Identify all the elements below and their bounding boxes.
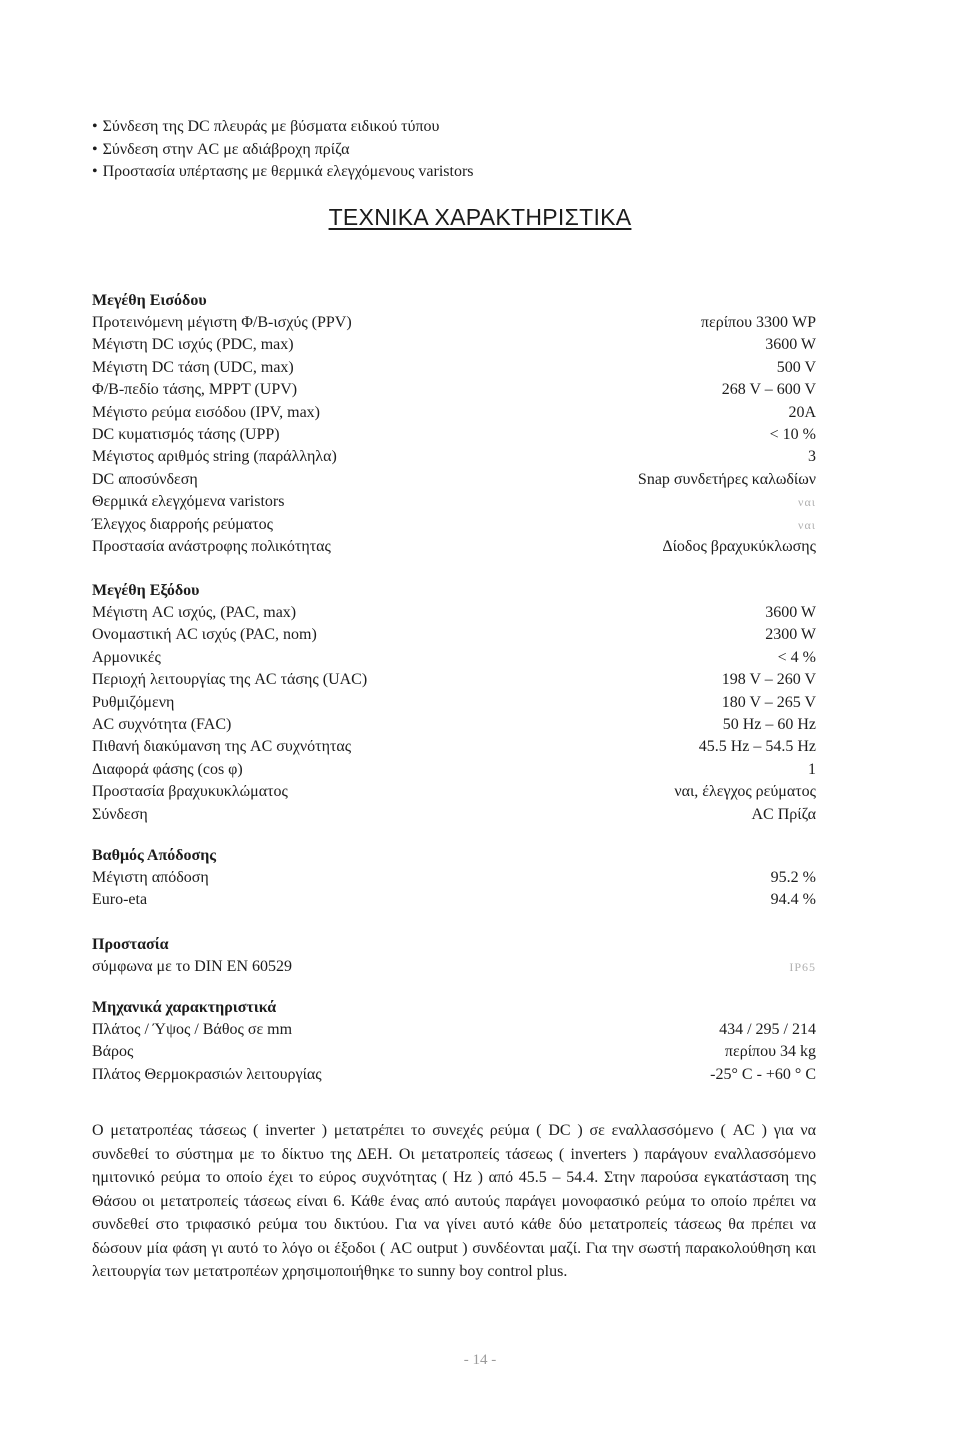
spec-value: 198 V – 260 V — [721, 671, 816, 689]
spec-label: Μέγιστη AC ισχύς, (PAC, max) — [92, 604, 297, 621]
spec-row — [92, 424, 816, 446]
spec-value: < 10 % — [769, 425, 816, 443]
spec-value: περίπου 34 kg — [724, 1043, 816, 1061]
mechanical-section — [92, 997, 816, 1086]
spec-row — [92, 469, 816, 491]
spec-label: Μέγιστη DC ισχύς (PDC, max) — [92, 336, 294, 354]
spec-value: 500 V — [776, 358, 816, 376]
spec-value: ναι, έλεγχος ρεύματος — [674, 783, 816, 801]
spec-label: Μέγιστος αριθμός string (παράλληλα) — [92, 448, 337, 466]
spec-label: Μέγιστη DC τάση (UDC, max) — [92, 358, 294, 376]
spec-value: 95.2 % — [770, 869, 816, 886]
spec-row — [92, 647, 816, 669]
spec-value: 3 — [808, 448, 816, 466]
spec-value: 1 — [808, 760, 816, 778]
spec-row — [92, 446, 816, 468]
spec-row — [92, 714, 816, 736]
spec-label: Μέγιστη απόδοση — [92, 869, 209, 886]
spec-label: DC κυματισμός τάσης (UPP) — [92, 425, 280, 443]
spec-label: Έλεγχος διαρροής ρεύματος — [92, 515, 273, 533]
spec-value: -25° C - +60 ° C — [710, 1065, 816, 1083]
spec-row — [92, 669, 816, 691]
bullet-item: • Σύνδεση της DC πλευράς με βύσματα ειδικού τύπου — [92, 116, 474, 139]
spec-value: 3600 W — [765, 336, 816, 354]
spec-value: 94.4 % — [770, 891, 816, 909]
section-heading: Μηχανικά χαρακτηριστικά — [92, 999, 277, 1016]
spec-value: 50 Hz – 60 Hz — [722, 715, 816, 733]
spec-value: 180 V – 265 V — [721, 693, 816, 711]
spec-row — [92, 781, 816, 803]
spec-label: Σύνδεση — [92, 805, 148, 823]
spec-value: 20A — [788, 403, 816, 421]
spec-label: Μέγιστο ρεύμα εισόδου (IPV, max) — [92, 403, 320, 421]
spec-row — [92, 379, 816, 401]
spec-row — [92, 867, 816, 889]
section-heading: Βαθμός Απόδοσης — [92, 847, 217, 864]
spec-label: Ονομαστική AC ισχύς (PAC, nom) — [92, 626, 317, 644]
page-title: ΤΕΧΝΙΚΑ ΧΑΡΑΚΤΗΡΙΣΤΙΚΑ — [328, 204, 632, 230]
spec-label: Διαφορά φάσης (cos φ) — [92, 760, 243, 778]
spec-label: Προτεινόμενη μέγιστη Φ/Β-ισχύς (PPV) — [92, 314, 352, 331]
description-paragraph: Ο μετατροπέας τάσεως ( inverter ) μετατρέπει το συνεχές ρεύμα ( DC ) σε εναλλασσόμενο ( AC ) για να συνδεθεί το σύστημα με το δίκτυο της ΔΕΗ. Οι μετατροπείς τάσεως ( inverters ) παράγουν εναλλασσόμενο ημιτονικό ρεύμα το οποίο έχει το εύρος συχνότητας ( Hz ) από 45.5 – 54.4. Στην παρούσα εγκατάσταση της Θάσου οι μετατροπείς τάσεως είναι 6. Κάθε ένας από αυτούς παράγει μονοφασικό ρεύμα το οποίο πρέπει να συνδεθεί στο τριφασικό ρεύμα του δικτύου. Για να γίνει αυτό κάθε δύο μετατροπείς τάσεως θα πρέπει να δώσουν μία φάση γι αυτό το λόγο οι έξοδοι ( AC output ) συνδέονται μαζί. Για την σωστή παρακολούθηση και λειτουργία των μετατροπέων χρησιμοποιήθηκε το sunny boy control plus. — [92, 1122, 816, 1280]
spec-row — [92, 759, 816, 781]
efficiency-section — [92, 845, 816, 912]
spec-row — [92, 536, 816, 558]
spec-row — [92, 602, 816, 624]
spec-row — [92, 357, 816, 379]
spec-value: 3600 W — [765, 604, 816, 621]
bullet-item: • Προστασία υπέρτασης με θερμικά ελεγχόμενους varistors — [92, 161, 474, 184]
spec-row — [92, 514, 816, 536]
spec-value: 2300 W — [765, 626, 816, 644]
section-heading: Προστασία — [92, 936, 169, 953]
spec-label: Ρυθμιζόμενη — [92, 693, 175, 711]
protection-section — [92, 934, 816, 978]
spec-label: Περιοχή λειτουργίας της AC τάσης (UAC) — [92, 671, 368, 689]
spec-row — [92, 1064, 816, 1086]
spec-value: Snap συνδετήρες καλωδίων — [637, 470, 816, 488]
spec-row — [92, 692, 816, 714]
spec-label: Πλάτος Θερμοκρασιών λειτουργίας — [92, 1065, 322, 1083]
spec-row — [92, 402, 816, 424]
spec-row — [92, 956, 816, 978]
spec-label: Πλάτος / Ύψος / Βάθος σε mm — [92, 1021, 293, 1038]
spec-row — [92, 1041, 816, 1063]
output-specs-section — [92, 580, 816, 826]
spec-label: Euro-eta — [92, 891, 148, 909]
spec-row — [92, 889, 816, 911]
spec-value: AC Πρίζα — [751, 805, 816, 823]
spec-label: AC συχνότητα (FAC) — [92, 715, 232, 733]
spec-row — [92, 334, 816, 356]
spec-label: Πιθανή διακύμανση της AC συχνότητας — [92, 738, 352, 756]
spec-value: IP65 — [789, 960, 816, 974]
spec-label: Βάρος — [92, 1043, 134, 1061]
spec-value: ναι — [798, 517, 816, 532]
spec-value: 268 V – 600 V — [721, 381, 816, 399]
spec-label: DC αποσύνδεση — [92, 470, 198, 488]
spec-label: Προστασία βραχυκυκλώματος — [92, 783, 288, 801]
section-heading: Μεγέθη Εισόδου — [92, 292, 207, 309]
spec-label: σύμφωνα με το DIN EN 60529 — [92, 958, 292, 975]
section-heading: Μεγέθη Εξόδου — [92, 582, 200, 599]
feature-bullet-list — [92, 116, 474, 184]
spec-row — [92, 1019, 816, 1041]
spec-value: < 4 % — [777, 648, 816, 666]
spec-value: ναι — [798, 495, 816, 510]
spec-value: 434 / 295 / 214 — [719, 1021, 816, 1038]
spec-value: 45.5 Hz – 54.5 Hz — [698, 738, 816, 756]
spec-label: Αρμονικές — [92, 648, 161, 666]
spec-value: Δίοδος βραχυκύκλωσης — [662, 537, 816, 555]
spec-value: περίπου 3300 WP — [700, 314, 816, 331]
spec-label: Προστασία ανάστροφης πολικότητας — [92, 537, 331, 555]
bullet-item: • Σύνδεση στην AC με αδιάβροχη πρίζα — [92, 139, 474, 162]
spec-row — [92, 736, 816, 758]
input-specs-section — [92, 290, 816, 558]
spec-row — [92, 804, 816, 826]
spec-row — [92, 312, 816, 334]
page-number: - 14 - — [463, 1352, 497, 1368]
spec-row — [92, 491, 816, 513]
spec-label: Φ/Β-πεδίο τάσης, MPPT (UPV) — [92, 381, 298, 399]
spec-label: Θερμικά ελεγχόμενα varistors — [92, 493, 285, 511]
spec-row — [92, 624, 816, 646]
